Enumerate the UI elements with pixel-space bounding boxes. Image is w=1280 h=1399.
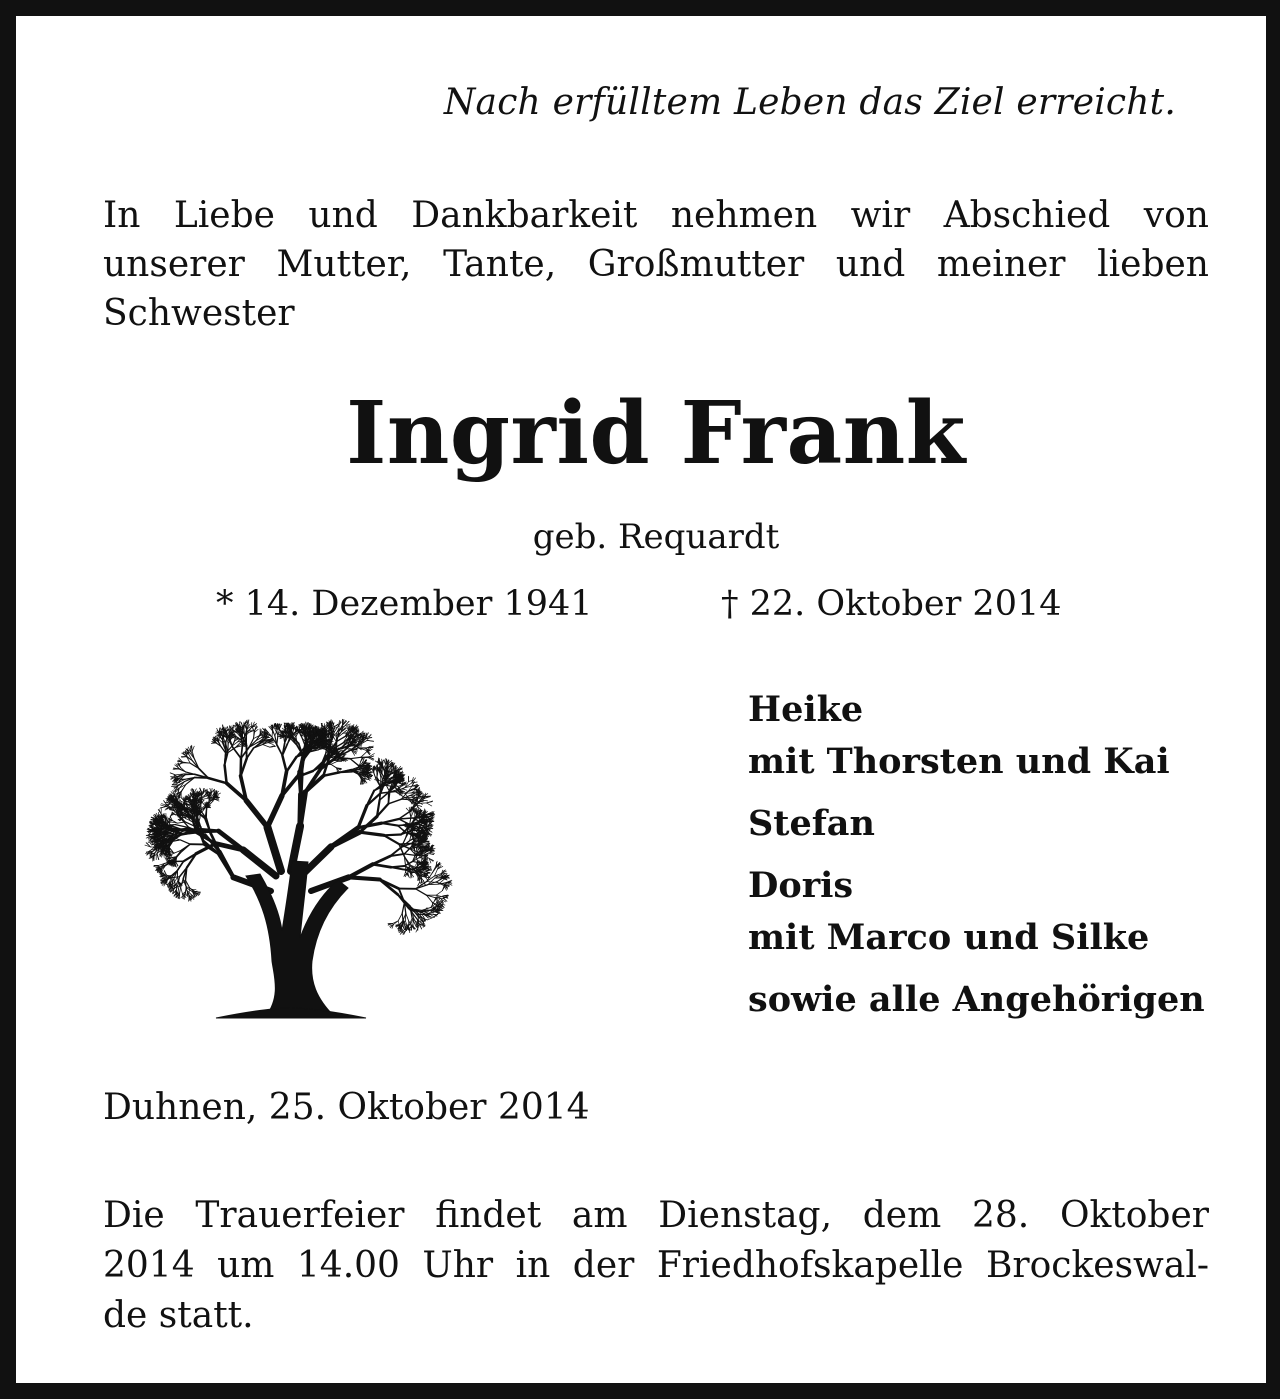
family-member: sowie alle Angehörigen bbox=[748, 979, 1205, 1020]
place-date: Duhnen, 25. Oktober 2014 bbox=[103, 1087, 590, 1128]
intro-paragraph bbox=[103, 191, 1209, 338]
family-member: mit Marco und Silke bbox=[748, 917, 1150, 958]
family-list bbox=[748, 684, 1205, 1026]
funeral-line: de statt. bbox=[103, 1295, 254, 1336]
maiden-name: geb. Requardt bbox=[532, 517, 780, 557]
deceased-name: Ingrid Frank bbox=[346, 383, 966, 484]
birth-date: * 14. Dezember 1941 bbox=[216, 584, 593, 624]
tree-icon bbox=[76, 676, 486, 1026]
motto-text: Nach erfülltem Leben das Ziel erreicht. bbox=[443, 82, 1176, 123]
intro-line: unserer Mutter, Tante, Großmutter und meiner lieben bbox=[103, 244, 1209, 285]
family-member: Doris bbox=[748, 865, 854, 906]
family-member: Heike bbox=[748, 689, 864, 730]
family-member: Stefan bbox=[748, 803, 875, 844]
funeral-line: 2014 um 14.00 Uhr in der Friedhofskapelle Brockeswal- bbox=[103, 1245, 1209, 1286]
death-date: † 22. Oktober 2014 bbox=[721, 584, 1062, 624]
intro-line: Schwester bbox=[103, 293, 295, 334]
funeral-paragraph bbox=[103, 1191, 1209, 1341]
funeral-line: Die Trauerfeier findet am Dienstag, dem 28. Oktober bbox=[103, 1195, 1209, 1236]
family-member: mit Thorsten und Kai bbox=[748, 741, 1170, 782]
intro-line: In Liebe und Dankbarkeit nehmen wir Abschied von bbox=[103, 195, 1209, 236]
